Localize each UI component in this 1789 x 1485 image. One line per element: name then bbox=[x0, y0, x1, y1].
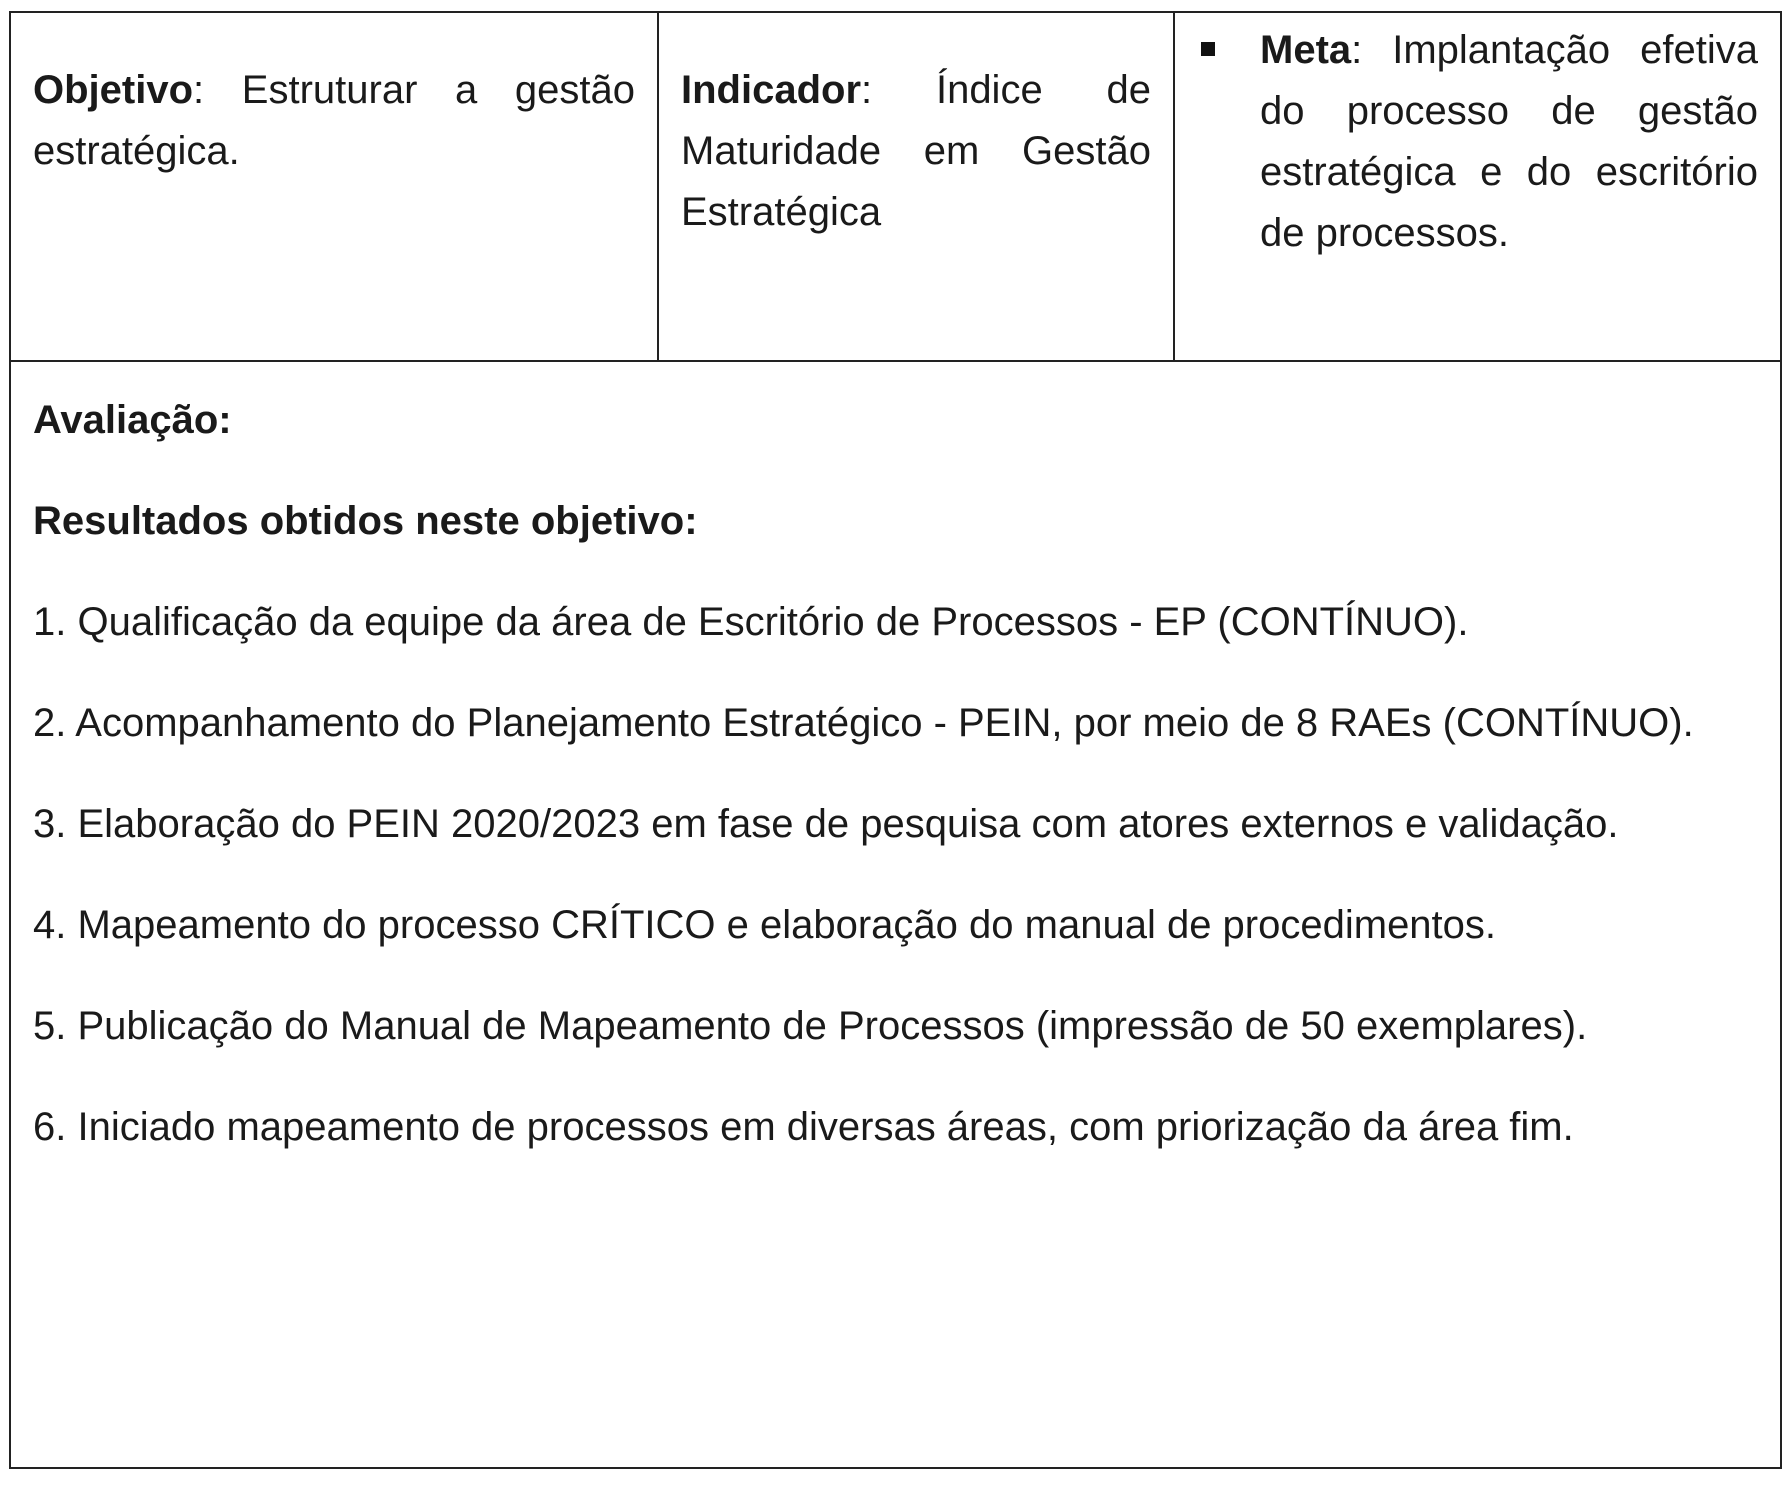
header-row bbox=[11, 13, 1780, 362]
objetivo-cell bbox=[11, 13, 659, 360]
indicador-text: : Índice de Maturidade em Gestão Estratégica bbox=[681, 68, 1151, 234]
meta-label: Meta bbox=[1260, 28, 1352, 72]
meta-cell bbox=[1175, 13, 1780, 360]
indicador-cell bbox=[659, 13, 1175, 360]
result-item: 4. Mapeamento do processo CRÍTICO e elaboração do manual de procedimentos. bbox=[33, 903, 1497, 947]
result-item: 3. Elaboração do PEIN 2020/2023 em fase de pesquisa com atores externos e validação. bbox=[33, 802, 1619, 846]
avaliacao-heading: Avaliação: bbox=[33, 398, 232, 442]
indicador-label: Indicador bbox=[681, 68, 862, 112]
meta-text: : Implantação efetiva do processo de gestão estratégica e do escritório de processos. bbox=[1260, 28, 1758, 255]
resultados-heading: Resultados obtidos neste objetivo: bbox=[33, 499, 698, 543]
square-bullet-icon bbox=[1201, 42, 1215, 56]
result-item: 5. Publicação do Manual de Mapeamento de Processos (impressão de 50 exemplares). bbox=[33, 1004, 1588, 1048]
result-item: 1. Qualificação da equipe da área de Escritório de Processos - EP (CONTÍNUO). bbox=[33, 600, 1469, 644]
objetivo-text: : Estruturar a gestão estratégica. bbox=[33, 68, 635, 173]
result-item: 2. Acompanhamento do Planejamento Estratégico - PEIN, por meio de 8 RAEs (CONTÍNUO). bbox=[33, 701, 1694, 745]
objective-table bbox=[9, 11, 1782, 1469]
result-item: 6. Iniciado mapeamento de processos em diversas áreas, com priorização da área fim. bbox=[33, 1105, 1574, 1149]
objetivo-label: Objetivo bbox=[33, 68, 194, 112]
avaliacao-section bbox=[11, 362, 1780, 1198]
meta-content bbox=[1260, 20, 1758, 264]
